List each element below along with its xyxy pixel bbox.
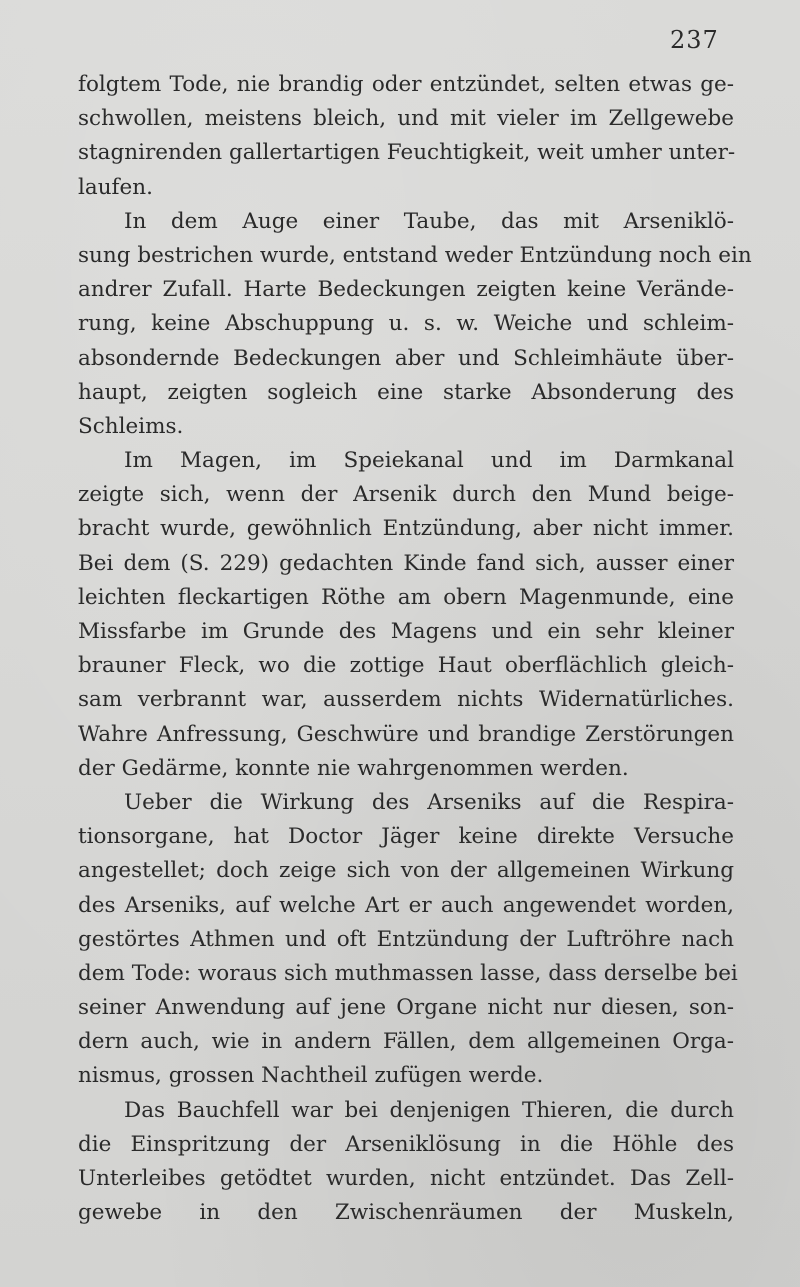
text-line: absondernde Bedeckungen aber und Schleimhäute über- [78, 345, 734, 371]
text-line: Schleims. [78, 413, 184, 439]
text-line: andrer Zufall. Harte Bedeckungen zeigten keine Verände- [78, 277, 734, 303]
page-number: 237 [670, 26, 719, 54]
text-line: dem Tode: woraus sich muthmassen lasse, dass derselbe bei [78, 960, 738, 986]
text-line: schwollen, meistens bleich, und mit vieler im Zellgewebe [78, 106, 734, 132]
text-line: Missfarbe im Grunde des Magens und ein sehr kleiner [78, 619, 734, 644]
text-line: haupt, zeigten sogleich eine starke Absonderung des [78, 379, 734, 405]
text-line: die Einspritzung der Arseniklösung in die Höhle des [78, 1131, 734, 1157]
text-line: Unterleibes getödtet wurden, nicht entzündet. Das Zell- [78, 1166, 734, 1191]
text-line: Ueber die Wirkung des Arseniks auf die Respira- [124, 789, 734, 815]
text-line: Das Bauchfell war bei denjenigen Thieren, die durch [124, 1097, 734, 1123]
text-line: des Arseniks, auf welche Art er auch angewendet worden, [78, 892, 734, 918]
text-line: leichten fleckartigen Röthe am obern Magenmunde, eine [78, 584, 734, 610]
text-line: zeigte sich, wenn der Arsenik durch den Mund beige- [78, 482, 734, 508]
text-line: der Gedärme, konnte nie wahrgenommen werden. [78, 755, 629, 781]
text-line: sung bestrichen wurde, entstand weder Entzündung noch ein [78, 242, 752, 268]
text-line: folgtem Tode, nie brandig oder entzündet, selten etwas ge- [78, 72, 734, 97]
text-line: Im Magen, im Speiekanal und im Darmkanal [124, 448, 734, 474]
text-line: seiner Anwendung auf jene Organe nicht nur diesen, son- [78, 995, 734, 1021]
text-line: gestörtes Athmen und oft Entzündung der Luftröhre nach [78, 926, 734, 952]
text-line: laufen. [78, 174, 153, 200]
text-line: dern auch, wie in andern Fällen, dem allgemeinen Orga- [78, 1029, 734, 1055]
text-line: Bei dem (S. 229) gedachten Kinde fand sich, ausser einer [78, 550, 734, 576]
text-line: rung, keine Abschuppung u. s. w. Weiche und schleim- [78, 311, 734, 337]
text-line: gewebe in den Zwischenräumen der Muskeln, [78, 1200, 734, 1226]
text-line: brauner Fleck, wo die zottige Haut oberflächlich gleich- [78, 653, 734, 679]
text-line: bracht wurde, gewöhnlich Entzündung, aber nicht immer. [78, 516, 734, 542]
body-text [78, 68, 752, 1230]
text-line: In dem Auge einer Taube, das mit Arseniklö- [124, 208, 734, 234]
text-line: angestellet; doch zeige sich von der allgemeinen Wirkung [78, 858, 734, 884]
text-line: nismus, grossen Nachtheil zufügen werde. [78, 1063, 544, 1089]
text-line: sam verbrannt war, ausserdem nichts Widernatürliches. [78, 687, 734, 713]
text-line: tionsorgane, hat Doctor Jäger keine direkte Versuche [78, 824, 734, 850]
text-line: stagnirenden gallertartigen Feuchtigkeit, weit umher unter- [78, 140, 736, 166]
text-line: Wahre Anfressung, Geschwüre und brandige Zerstörungen [78, 721, 734, 747]
